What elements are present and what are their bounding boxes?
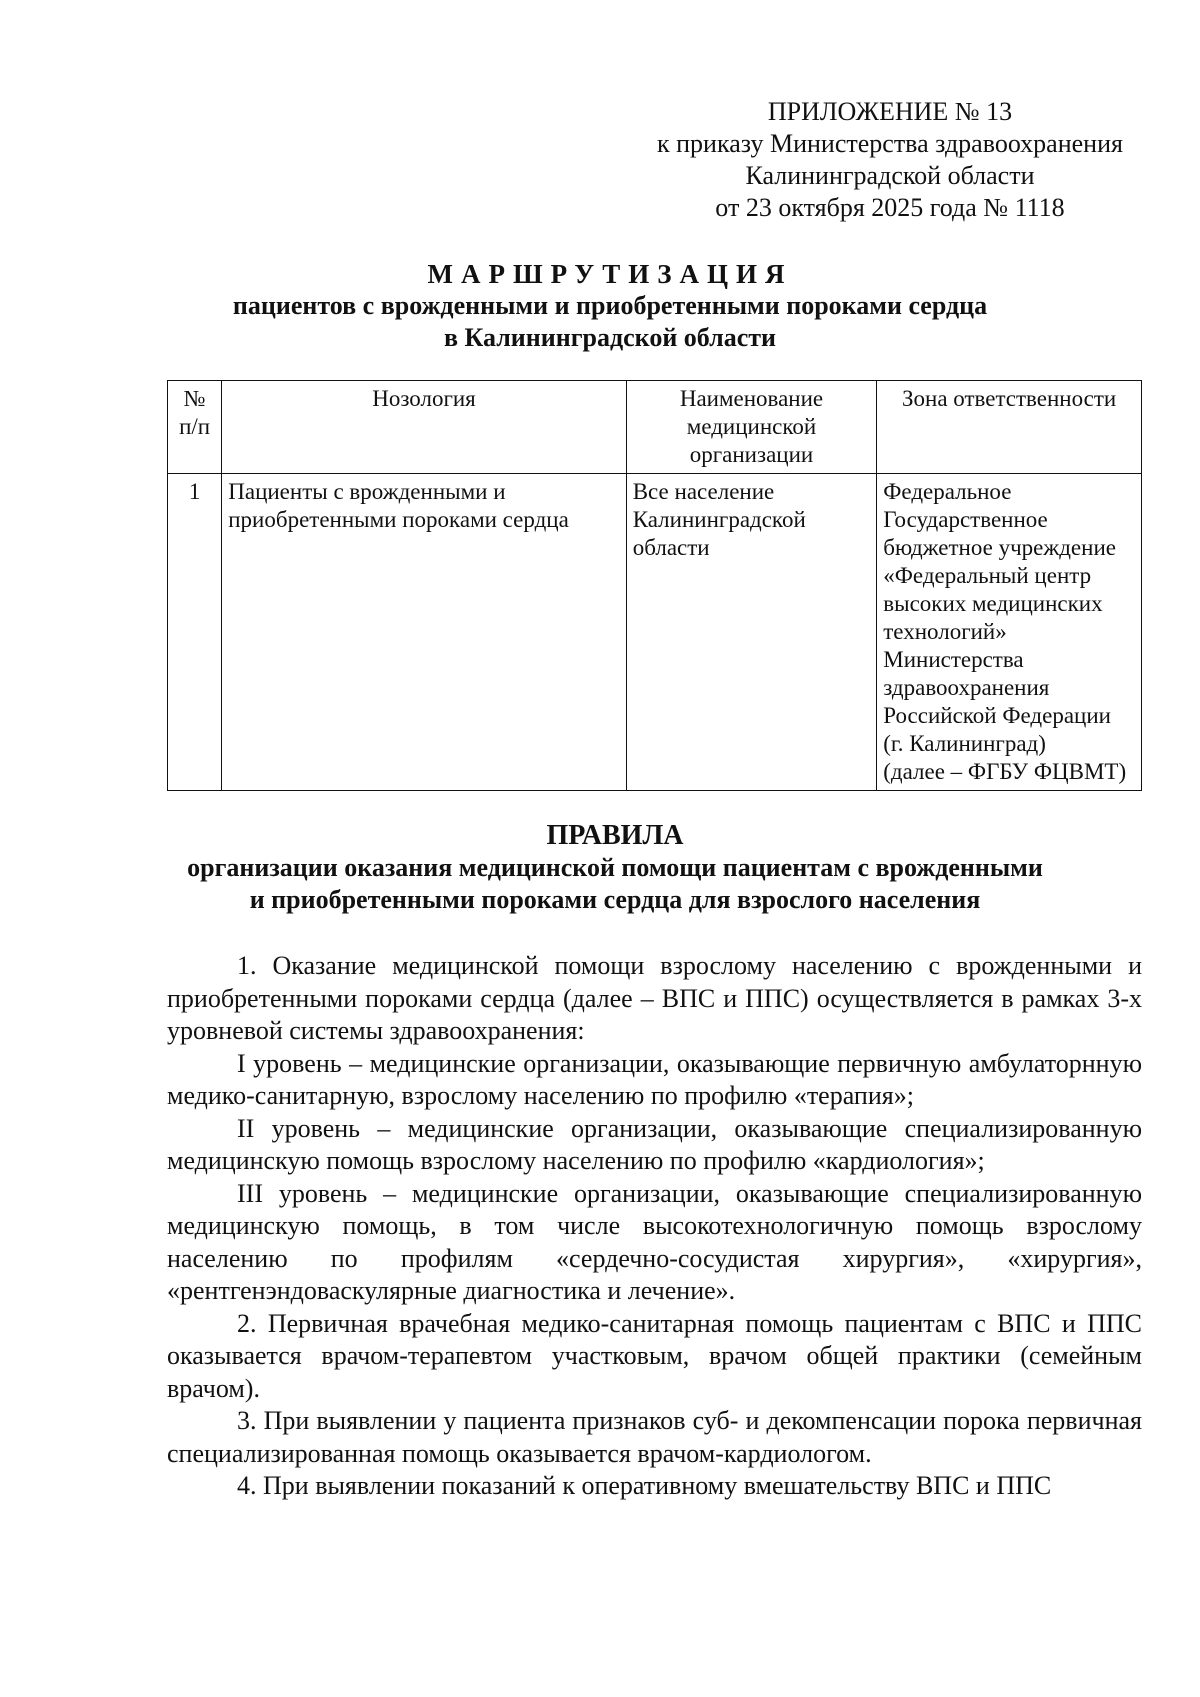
rules-title xyxy=(150,820,1080,916)
rules-body xyxy=(167,950,1142,1503)
header-responsibility-zone: Зона ответственности xyxy=(877,381,1142,474)
rules-subline-2: и приобретенными пороками сердца для взрослого населения xyxy=(249,885,981,914)
header-nosology: Нозология xyxy=(222,381,626,474)
title-heading: МАРШРУТИЗАЦИЯ xyxy=(427,259,793,289)
cell-organization: Все население Калининградской области xyxy=(626,474,877,791)
paragraph-3: 3. При выявлении у пациента признаков суб- и декомпенсации порока первичная специализированная помощь оказывается врачом-кардиологом. xyxy=(167,1406,1142,1468)
paragraph-4: 4. При выявлении показаний к оперативному вмешательству ВПС и ППС xyxy=(237,1471,1052,1500)
paragraph-level-2: II уровень – медицинские организации, оказывающие специализированную медицинскую помощь взрослому населению по профилю «кардиология»; xyxy=(167,1113,1142,1175)
appendix-number: ПРИЛОЖЕНИЕ № 13 xyxy=(767,97,1013,126)
cell-responsibility-zone: Федеральное Государственное бюджетное учреждение «Федеральный центр высоких медицинских технологий» Министерства здравоохранения Российской Федерации (г. Калининград) (далее – ФГБУ ФЦВМТ) xyxy=(877,474,1142,791)
header-num: № п/п xyxy=(168,381,222,474)
table-row xyxy=(168,474,1142,791)
paragraph-2: 2. Первичная врачебная медико-санитарная помощь пациентам с ВПС и ППС оказывается врачом-терапевтом участковым, врачом общей практики (семейным врачом). xyxy=(167,1308,1142,1403)
appendix-order-ref: к приказу Министерства здравоохранения xyxy=(657,129,1123,158)
paragraph-level-1: I уровень – медицинские организации, оказывающие первичную амбулаторнную медико-санитарную, взрослому населению по профилю «терапия»; xyxy=(167,1048,1142,1110)
table-header-row xyxy=(168,381,1142,474)
rules-subline-1: организации оказания медицинской помощи пациентам с врожденными xyxy=(187,853,1043,882)
appendix-header xyxy=(600,96,1180,224)
paragraph-1: 1. Оказание медицинской помощи взрослому населению с врожденными и приобретенными пороками сердца (далее – ВПС и ППС) осуществляется в рамках 3-х уровневой системы здравоохранения: xyxy=(167,951,1142,1045)
rules-heading: ПРАВИЛА xyxy=(546,820,684,851)
appendix-region: Калининградской области xyxy=(745,161,1035,190)
document-title xyxy=(150,258,1070,354)
paragraph-level-3: III уровень – медицинские организации, оказывающие специализированную медицинскую помощь, в том числе высокотехнологичную помощь взрослому населению по профилям «сердечно-сосудистая хирургия», «хирургия», «рентгенэндоваскулярные диагностика и лечение». xyxy=(167,1178,1142,1305)
header-organization: Наименование медицинской организации xyxy=(626,381,877,474)
cell-num: 1 xyxy=(168,474,222,791)
title-subline-2: в Калининградской области xyxy=(443,323,777,352)
routing-table xyxy=(167,380,1142,791)
appendix-date: от 23 октября 2025 года № 1118 xyxy=(715,193,1065,222)
title-subline-1: пациентов с врожденными и приобретенными пороками сердца xyxy=(232,291,988,320)
cell-nosology: Пациенты с врожденными и приобретенными пороками сердца xyxy=(222,474,626,791)
